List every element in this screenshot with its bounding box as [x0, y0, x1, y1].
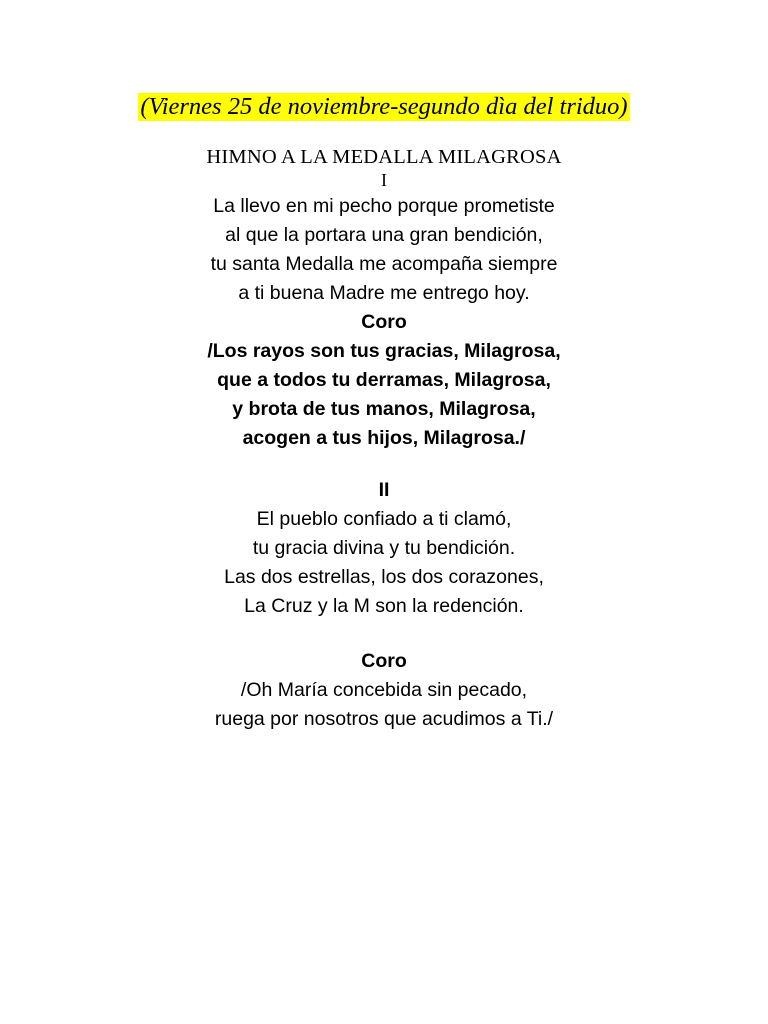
stanza-2-line: tu gracia divina y tu bendición.: [252, 537, 516, 559]
date-header-text: (Viernes 25 de noviembre-segundo dìa del triduo): [140, 93, 628, 120]
stanza-2-line: La Cruz y la M son la redención.: [244, 595, 524, 617]
stanza-2-numeral: II: [378, 479, 390, 501]
stanza-1: [0, 192, 768, 308]
chorus-1-line: que a todos tu derramas, Milagrosa,: [217, 369, 551, 391]
chorus-2-line: ruega por nosotros que acudimos a Ti./: [214, 708, 554, 730]
stanza-2: [0, 476, 768, 621]
chorus-2-line: /Oh María concebida sin pecado,: [240, 679, 528, 701]
hymn-title: HIMNO A LA MEDALLA MILAGROSA: [206, 146, 562, 168]
stanza-1-numeral: I: [381, 170, 387, 190]
chorus-1-line: y brota de tus manos, Milagrosa,: [232, 398, 536, 420]
chorus-1: [0, 308, 768, 453]
chorus-1-label: Coro: [361, 311, 407, 333]
chorus-1-line: /Los rayos son tus gracias, Milagrosa,: [207, 340, 561, 362]
stanza-2-line: El pueblo confiado a ti clamó,: [256, 508, 512, 530]
stanza-1-line: La llevo en mi pecho porque prometiste: [213, 195, 555, 217]
stanza-1-line: al que la portara una gran bendición,: [225, 224, 543, 246]
stanza-2-line: Las dos estrellas, los dos corazones,: [224, 566, 544, 588]
chorus-2: [0, 647, 768, 734]
chorus-1-line: acogen a tus hijos, Milagrosa./: [242, 427, 526, 449]
date-header: [0, 93, 768, 121]
chorus-2-label: Coro: [361, 650, 407, 672]
stanza-1-line: tu santa Medalla me acompaña siempre: [210, 253, 558, 275]
stanza-1-line: a ti buena Madre me entrego hoy.: [238, 282, 530, 304]
